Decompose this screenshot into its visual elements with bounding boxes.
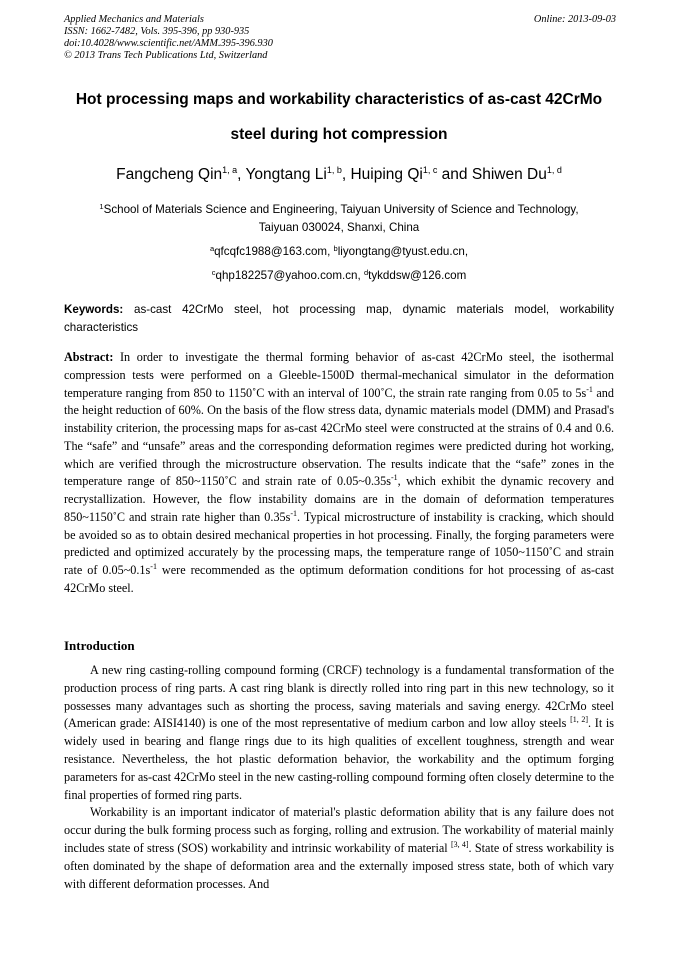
author-affiliation-mark: 1, c <box>422 165 438 175</box>
affiliation-line-2: Taiyuan 030024, Shanxi, China <box>258 221 420 234</box>
email-mark: b <box>333 244 338 253</box>
paragraph-text: . State of stress workability is often dominated by the shape of deformation area and the externally imposed stress state, both of which vary with different deformation processes. And <box>64 840 615 891</box>
introduction-body <box>64 662 614 893</box>
section-heading-introduction: Introduction <box>64 638 135 653</box>
paper-title-line-2: steel during hot compression <box>230 126 448 143</box>
paragraph-text: A new ring casting-rolling compound forming (CRCF) technology is a fundamental transformation of the production process of ring parts. A cast ring blank is directly rolled into ring part in this new technology, so it possesses many advantages such as shorting the process, saving materials and saving energy. 42CrMo steel (American grade: AISI4140) is one of the most representative of medium carbon and low alloy steels <box>64 663 614 731</box>
doi-line: doi:10.4028/www.scientific.net/AMM.395-396.930 <box>64 38 273 49</box>
abstract-superscript: -1 <box>290 508 298 518</box>
author-separator: , <box>341 166 351 183</box>
abstract-text: and the height reduction of 60%. On the basis of the flow stress data, dynamic materials model (DMM) and Prasad's instability criterion, the processing maps for as-cast 42CrMo steel were constructed at the strains of 0.4 and 0.6. The “safe” and “unsafe” areas and the corresponding deformation regimes were predicted during hot working, which are verified through the microstructure observation. The results indicate that the “safe” zones in the temperature range of 850~1150˚C and strain rate of 0.05~0.35s <box>64 385 614 489</box>
abstract <box>64 349 614 598</box>
paragraph-text: Workability is an important indicator of material's plastic deformation ability that is any failure does not occur during the bulk forming process such as forging, rolling and extrusion. The workability of material mainly includes state of stress (SOS) workability and intrinsic workability of material <box>64 805 614 855</box>
paper-title-line-1: Hot processing maps and workability characteristics of as-cast 42CrMo <box>75 91 603 108</box>
author-name: Shiwen Du <box>471 166 547 183</box>
keywords-label: Keywords: <box>64 303 124 316</box>
author-name: Fangcheng Qin <box>116 166 223 183</box>
citation-ref: [3, 4] <box>450 839 469 849</box>
author-separator: and <box>437 166 472 183</box>
citation-ref: [1, 2] <box>570 715 589 725</box>
author-affiliation-mark: 1, a <box>222 165 238 175</box>
email-address: tykddsw@126.com <box>368 269 467 282</box>
author-affiliation-mark: 1, d <box>546 165 562 175</box>
affiliation-line-1 <box>40 203 638 216</box>
author-affiliation-mark: 1, b <box>326 165 342 175</box>
abstract-text: were recommended as the optimum deformation conditions for hot processing of as-cast 42CrMo steel. <box>64 563 614 595</box>
journal-header <box>64 14 616 62</box>
keywords-text: as-cast 42CrMo steel, hot processing map, dynamic materials model, workability characteristics <box>64 303 614 334</box>
affiliation-mark: 1 <box>99 202 104 211</box>
paragraph <box>64 662 614 804</box>
online-date: Online: 2013-09-03 <box>533 14 616 25</box>
author-separator: , <box>237 166 246 183</box>
copyright-line: © 2013 Trans Tech Publications Ltd, Switzerland <box>64 50 268 61</box>
journal-name: Applied Mechanics and Materials <box>64 14 204 25</box>
keywords <box>64 301 614 337</box>
abstract-superscript: -1 <box>150 562 157 571</box>
author-name: Huiping Qi <box>350 166 423 183</box>
email-address: liyongtang@tyust.edu.cn, <box>337 245 469 258</box>
author-name: Yongtang Li <box>245 166 327 183</box>
abstract-superscript: -1 <box>586 384 593 394</box>
abstract-text: , which exhibit the dynamic recovery and recrystallization. However, the flow instability domains are in the domain of deformation temperatures 850~1150˚C and strain rate higher than 0.35s <box>64 474 614 524</box>
email-address: qhp182257@yahoo.com.cn, <box>215 269 364 282</box>
email-line-1 <box>40 245 638 258</box>
email-mark: d <box>363 268 369 277</box>
issn-line: ISSN: 1662-7482, Vols. 395-396, pp 930-935 <box>64 26 250 37</box>
author-list <box>40 166 638 184</box>
paragraph-text: . It is widely used in bearing and flange rings due to its high qualities of excellent toughness, strength and wear resistance. Nevertheless, the hot plastic deformation behavior, the workability and the optimum forging parameters for as-cast 42CrMo steel in the new casting-rolling compound forming often closely determine to the final properties of formed ring parts. <box>64 716 615 802</box>
abstract-text: . Typical microstructure of instability is cracking, which should be avoided so as to obtain desired mechanical properties in hot processing. Finally, the forging parameters were predicted and optimized accurately by the processing maps, the temperature range of 1050~1150˚C and strain rate of 0.05~0.1s <box>64 509 614 577</box>
email-mark: a <box>209 244 215 253</box>
paragraph <box>64 804 614 893</box>
affiliation-text: School of Materials Science and Engineering, Taiyuan University of Science and Technology, <box>103 203 579 216</box>
abstract-label: Abstract: <box>64 350 114 364</box>
email-line-2 <box>40 269 638 282</box>
abstract-text: In order to investigate the thermal forming behavior of as-cast 42CrMo steel, the isothermal compression tests were performed on a Gleeble-1500D thermal-mechanical simulator in the deformation temperature ranging from 850 to 1150˚C with an interval of 100˚C, the strain rate ranging from 0.05 to 5s <box>64 350 614 400</box>
email-mark: c <box>211 268 216 277</box>
email-address: qfcqfc1988@163.com, <box>214 245 334 258</box>
abstract-superscript: -1 <box>390 473 398 483</box>
